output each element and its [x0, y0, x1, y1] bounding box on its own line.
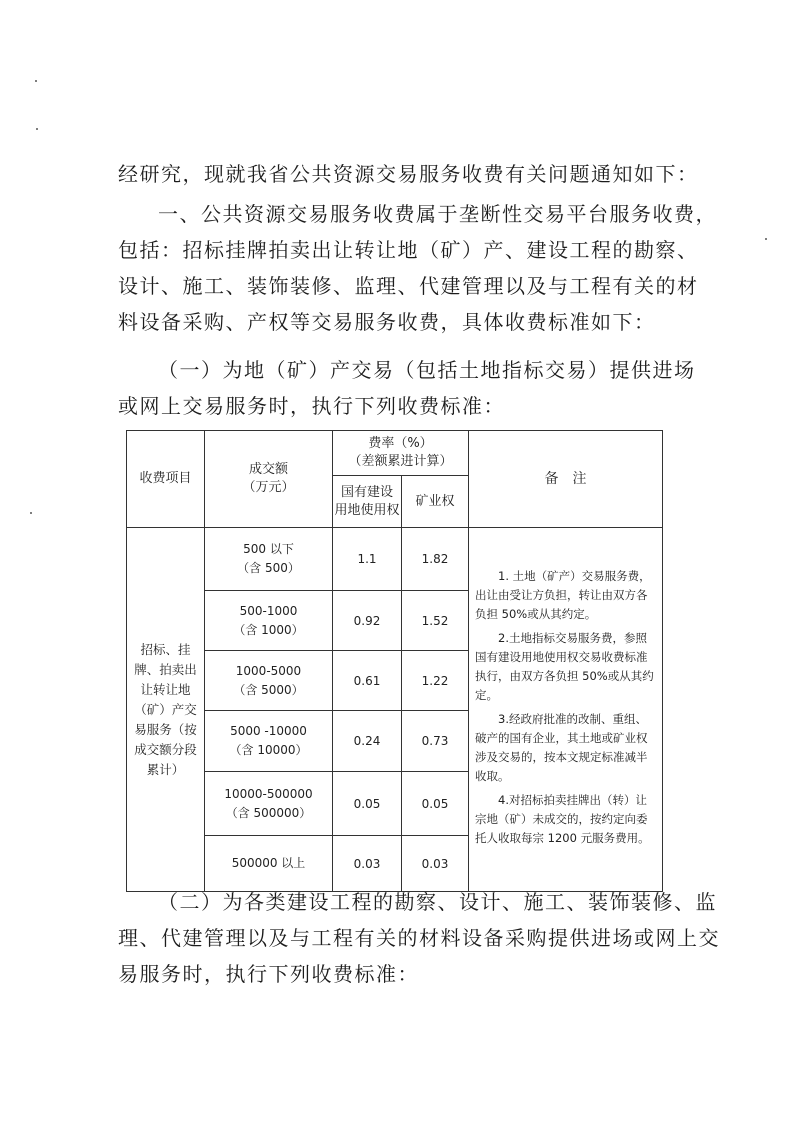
state-land-rate: 0.24	[333, 711, 402, 772]
amount-range-cell	[205, 772, 333, 836]
subsection-two-line: （二）为各类建设工程的勘察、设计、施工、装饰装修、监	[158, 890, 717, 914]
header-state-land-line1: 国有建设	[340, 484, 393, 500]
header-item: 收费项目	[127, 431, 205, 528]
intro-paragraph	[118, 156, 699, 192]
state-land-rate: 0.03	[333, 836, 402, 892]
mining-rate: 1.52	[402, 591, 469, 651]
header-rate-label: 费率（%）	[368, 436, 433, 451]
note-item: 1. 土地（矿产）交易服务费，出让由受让方负担，转让由双方各负担 50%或从其约定。	[475, 568, 651, 621]
note-item: 3.经政府批准的改制、重组、破产的国有企业，其土地或矿业权涉及交易的，按本文规定标准减半收取。	[475, 711, 648, 783]
amount-range-note: （含 1000）	[233, 622, 304, 637]
amount-range: 5000 -10000	[230, 724, 307, 738]
subsection-two-line: 易服务时，执行下列收费标准：	[118, 962, 419, 986]
section-one-line: 设计、施工、装饰装修、监理、代建管理以及与工程有关的材	[118, 274, 699, 298]
mining-rate: 0.73	[402, 711, 469, 772]
section-one-line: 包括：招标挂牌拍卖出让转让地（矿）产、建设工程的勘察、	[118, 238, 699, 262]
header-state-land	[333, 476, 402, 528]
amount-range-cell	[205, 651, 333, 711]
mining-rate: 1.22	[402, 651, 469, 711]
amount-range-note: （含 5000）	[233, 682, 304, 697]
subsection-one-paragraph	[118, 352, 696, 424]
state-land-rate: 0.92	[333, 591, 402, 651]
note-item: 2.土地指标交易服务费，参照国有建设用地使用权交易收费标准执行，由双方各负担 50%或从其约定。	[475, 630, 654, 702]
state-land-rate: 1.1	[333, 528, 402, 591]
header-amount-unit: （万元）	[242, 480, 295, 495]
section-one-paragraph	[118, 196, 717, 340]
amount-range: 500-1000	[239, 603, 298, 618]
amount-range-cell	[205, 528, 333, 591]
section-one-line: 料设备采购、产权等交易服务收费，具体收费标准如下：	[118, 310, 656, 334]
state-land-rate: 0.61	[333, 651, 402, 711]
header-notes: 备 注	[469, 431, 663, 528]
section-one-line: 一、公共资源交易服务收费属于垄断性交易平台服务收费，	[158, 202, 717, 226]
header-mining: 矿业权	[402, 476, 469, 528]
amount-range-note: （含 500）	[237, 561, 300, 575]
header-state-land-line2: 用地使用权	[334, 502, 400, 518]
note-item: 4.对招标拍卖挂牌出（转）让宗地（矿）未成交的，按约定向委托人收取每宗 1200 元服务费用。	[475, 792, 650, 845]
amount-range-note: （含 10000）	[229, 743, 308, 757]
mining-rate: 1.82	[402, 528, 469, 591]
fee-standard-table	[126, 430, 663, 892]
amount-range: 10000-500000	[224, 786, 313, 801]
scan-speck	[36, 128, 38, 130]
subsection-two-paragraph	[118, 884, 720, 992]
intro-line: 经研究，现就我省公共资源交易服务收费有关问题通知如下：	[118, 162, 699, 186]
header-rate-method: （差额累进计算）	[348, 454, 453, 469]
scan-speck	[30, 512, 32, 514]
header-amount	[205, 431, 333, 528]
amount-range: 500000 以上	[231, 856, 306, 870]
amount-range-cell	[205, 711, 333, 772]
amount-range-cell	[205, 591, 333, 651]
header-amount-label: 成交额	[248, 462, 288, 477]
subsection-two-line: 理、代建管理以及与工程有关的材料设备采购提供进场或网上交	[118, 926, 720, 950]
subsection-one-line: 或网上交易服务时，执行下列收费标准：	[118, 394, 505, 418]
header-rate	[333, 431, 469, 476]
notes-cell	[469, 528, 663, 892]
scan-speck	[35, 80, 37, 82]
fee-item-label: 招标、挂牌、拍卖出让转让地（矿）产交易服务（按成交额分段累计）	[127, 528, 205, 892]
state-land-rate: 0.05	[333, 772, 402, 836]
scan-speck	[765, 238, 767, 240]
mining-rate: 0.03	[402, 836, 469, 892]
amount-range-note: （含 500000）	[225, 805, 312, 820]
mining-rate: 0.05	[402, 772, 469, 836]
subsection-one-line: （一）为地（矿）产交易（包括土地指标交易）提供进场	[158, 358, 696, 382]
amount-range: 1000-5000	[235, 663, 302, 678]
amount-range: 500 以下	[243, 542, 294, 556]
